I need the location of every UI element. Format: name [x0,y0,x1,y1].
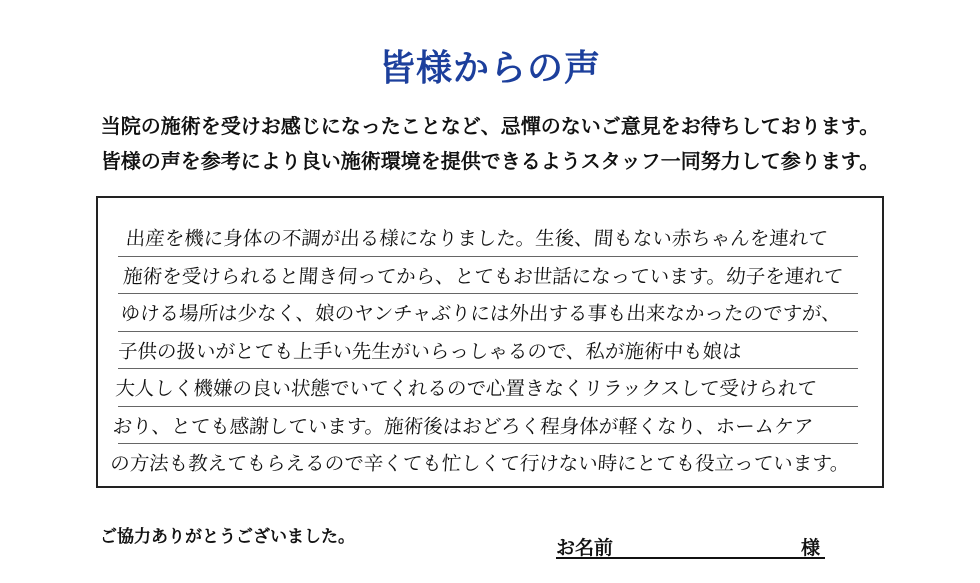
handwritten-testimonial [109,220,887,483]
testimonial-line: の方法も教えてもらえるので辛くても忙しくて行けない時にとても役立っています。 [109,452,851,475]
testimonial-line: 出産を機に身体の不調が出る様になりました。生後、間もない赤ちゃんを連れて [125,227,829,250]
intro-line-1: 当院の施術を受けお感じになったことなど、忌憚のないご意見をお待ちしております。 [100,114,880,138]
page-title: 皆様からの声 [378,48,601,89]
name-label: お名前 [556,537,614,559]
intro-line-2: 皆様の声を参考により良い施術環境を提供できるようスタッフ一同努力して参ります。 [100,149,880,173]
testimonial-line: おり、とても感謝しています。施術後はおどろく程身体が軽くなり、ホームケア [111,414,815,438]
testimonial-line: 子供の扱いがとても上手い先生がいらっしゃるので、私が施術中も娘は [117,339,743,363]
testimonial-line: 大人しく機嫌の良い状態でいてくれるので心置きなくリラックスして受けられて [114,377,818,400]
name-field-line [556,557,825,559]
thanks-message: ご協力ありがとうございました。 [100,527,355,547]
honorific-label: 様 [801,537,821,559]
testimonial-line: ゆける場所は少なく、娘のヤンチャぶりには外出する事も出来なかったのですが、 [119,302,842,325]
testimonial-line: 施術を受けられると聞き伺ってから、とてもお世話になっています。幼子を連れて [122,264,845,288]
